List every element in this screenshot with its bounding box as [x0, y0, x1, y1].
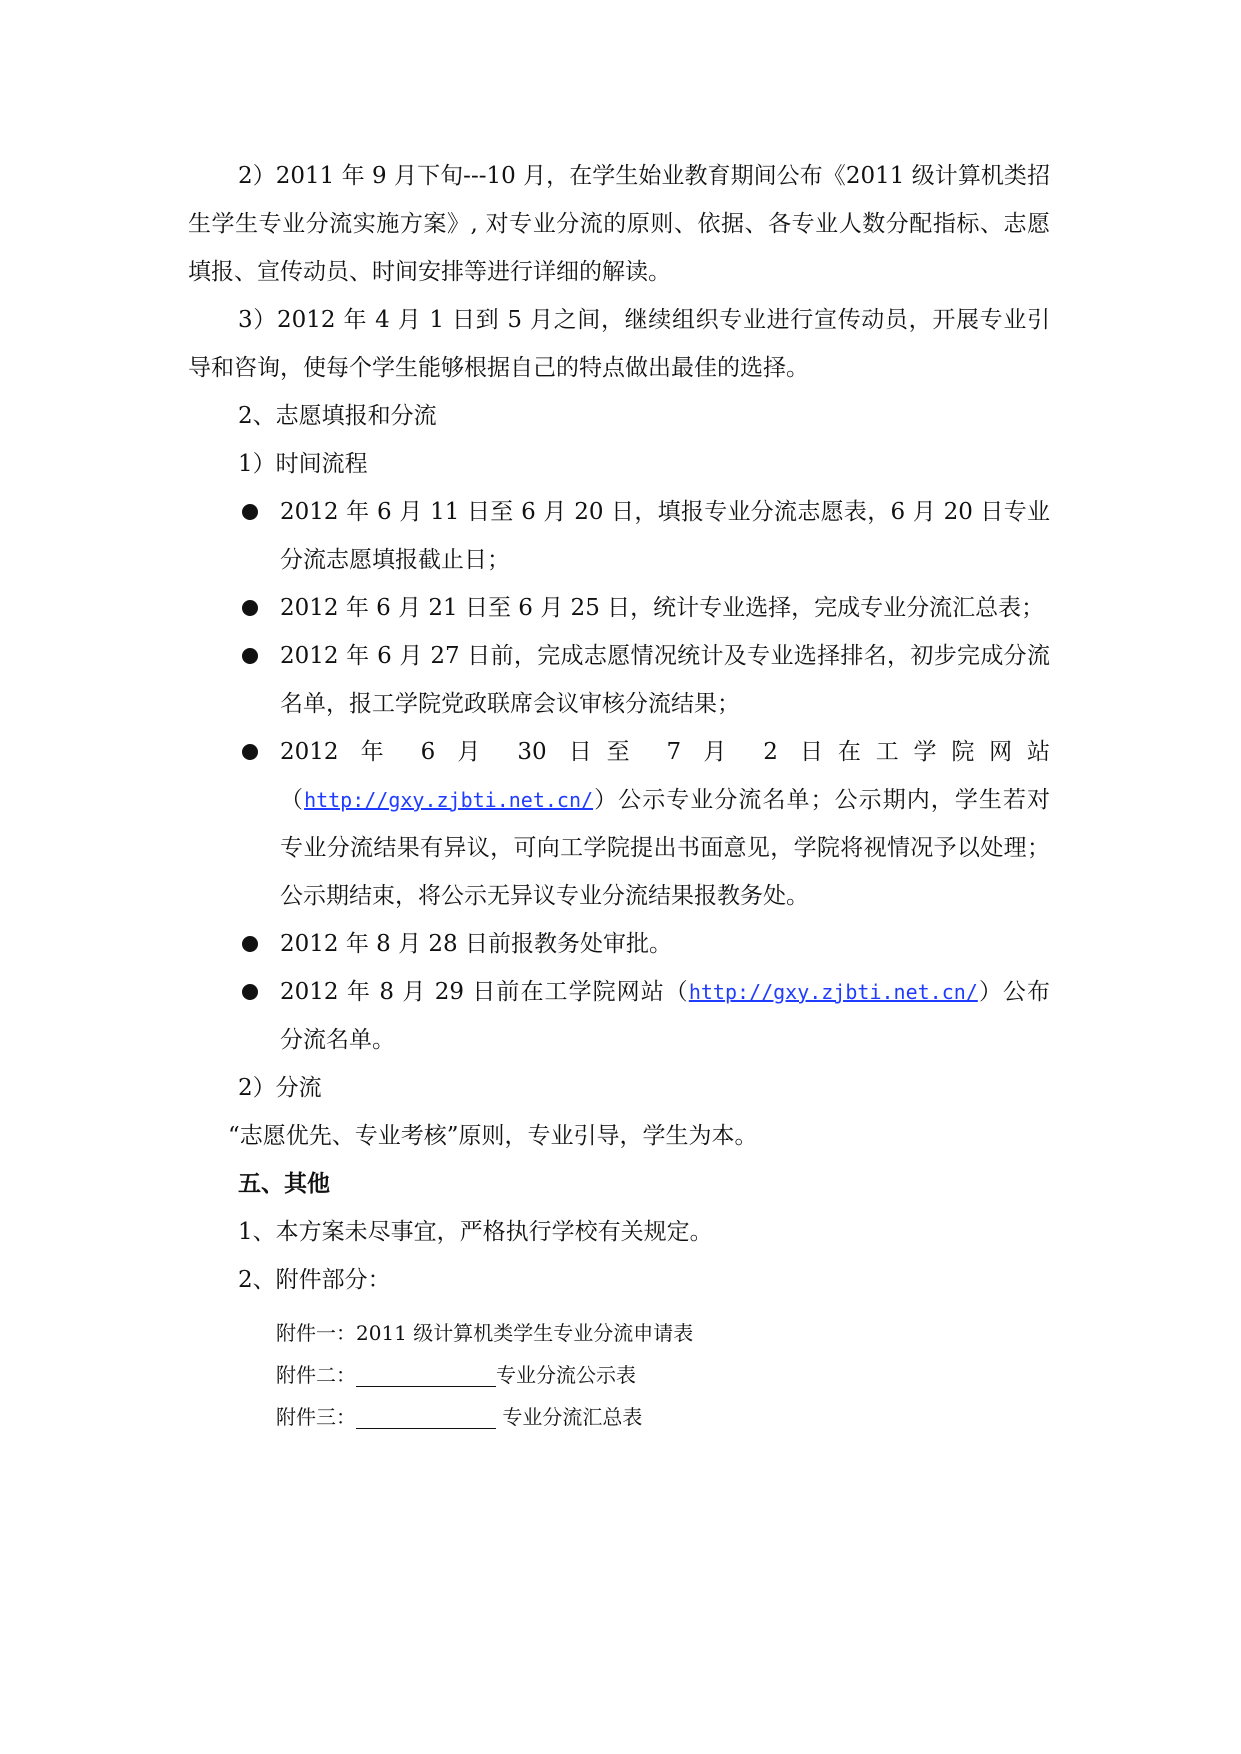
- timeline-bullet-4: [188, 728, 1050, 920]
- streaming-principle: “志愿优先、专业考核”原则，专业引导，学生为本。: [228, 1123, 758, 1149]
- attachments-list: [188, 1312, 1050, 1438]
- bullet-icon: [242, 936, 258, 952]
- bullet-icon: [242, 984, 258, 1000]
- bullet-icon: [242, 600, 258, 616]
- timeline-bullet-5-text: 2012 年 8 月 28 日前报教务处审批。: [280, 931, 672, 957]
- other-item-2: 2、附件部分：: [238, 1267, 391, 1293]
- college-website-link[interactable]: http://gxy.zjbti.net.cn/: [688, 980, 978, 1004]
- timeline-bullet-3-text: 2012 年 6 月 27 日前，完成志愿情况统计及专业选择排名，初步完成分流名单，报工学院党政联席会议审核分流结果；: [280, 643, 1050, 717]
- timeline-bullet-4-prefix: 2012 年 6 月 30 日至 7 月 2 日在工学院网站（: [280, 739, 1050, 813]
- attachment-3-label: 附件三：: [276, 1405, 356, 1429]
- timeline-bullet-1-text: 2012 年 6 月 11 日至 6 月 20 日，填报专业分流志愿表，6 月 20 日专业分流志愿填报截止日；: [280, 499, 1050, 573]
- attachment-3: [276, 1396, 1050, 1438]
- bullet-icon: [242, 744, 258, 760]
- heading-application-and-streaming: 2、志愿填报和分流: [238, 403, 437, 429]
- bullet-icon: [242, 504, 258, 520]
- attachment-3-title: 专业分流汇总表: [496, 1405, 643, 1429]
- paragraph-promotion-guidance: 3）2012 年 4 月 1 日到 5 月之间，继续组织专业进行宣传动员，开展专业引导和咨询，使每个学生能够根据自己的特点做出最佳的选择。: [188, 307, 1050, 381]
- timeline-bullet-3: [188, 632, 1050, 728]
- timeline-bullet-6-suffix: ）公布分流名单。: [280, 979, 1050, 1053]
- attachment-2-blank-line: [356, 1366, 496, 1387]
- attachment-3-blank-line: [356, 1408, 496, 1429]
- timeline-bullet-2: [188, 584, 1050, 632]
- timeline-bullet-list: [188, 488, 1050, 1064]
- bullet-icon: [242, 648, 258, 664]
- timeline-bullet-5: [188, 920, 1050, 968]
- college-website-link[interactable]: http://gxy.zjbti.net.cn/: [304, 788, 594, 812]
- attachment-2-title: 专业分流公示表: [496, 1363, 636, 1387]
- other-item-1: 1、本方案未尽事宜，严格执行学校有关规定。: [238, 1219, 713, 1245]
- timeline-bullet-4-suffix: ）公示专业分流名单；公示期内，学生若对专业分流结果有异议，可向工学院提出书面意见，学院将视情况予以处理；公示期结束，将公示无异议专业分流结果报教务处。: [280, 787, 1051, 909]
- timeline-bullet-6: [188, 968, 1050, 1064]
- heading-timeline: 1）时间流程: [238, 451, 368, 477]
- attachment-2: [276, 1354, 1050, 1396]
- attachment-1: 附件一：2011 级计算机类学生专业分流申请表: [276, 1321, 694, 1345]
- section-five-heading: 五、其他: [238, 1170, 330, 1197]
- timeline-bullet-2-text: 2012 年 6 月 21 日至 6 月 25 日，统计专业选择，完成专业分流汇总表；: [280, 595, 1045, 621]
- document-content: [188, 152, 1050, 1438]
- attachment-2-label: 附件二：: [276, 1363, 356, 1387]
- paragraph-orientation-announcement: 2）2011 年 9 月下旬---10 月，在学生始业教育期间公布《2011 级计算机类招生学生专业分流实施方案》, 对专业分流的原则、依据、各专业人数分配指标、志愿填报、宣传动员、时间安排等进行详细的解读。: [188, 163, 1050, 285]
- timeline-bullet-6-prefix: 2012 年 8 月 29 日前在工学院网站（: [280, 979, 689, 1005]
- timeline-bullet-1: [188, 488, 1050, 584]
- heading-streaming: 2）分流: [238, 1075, 322, 1101]
